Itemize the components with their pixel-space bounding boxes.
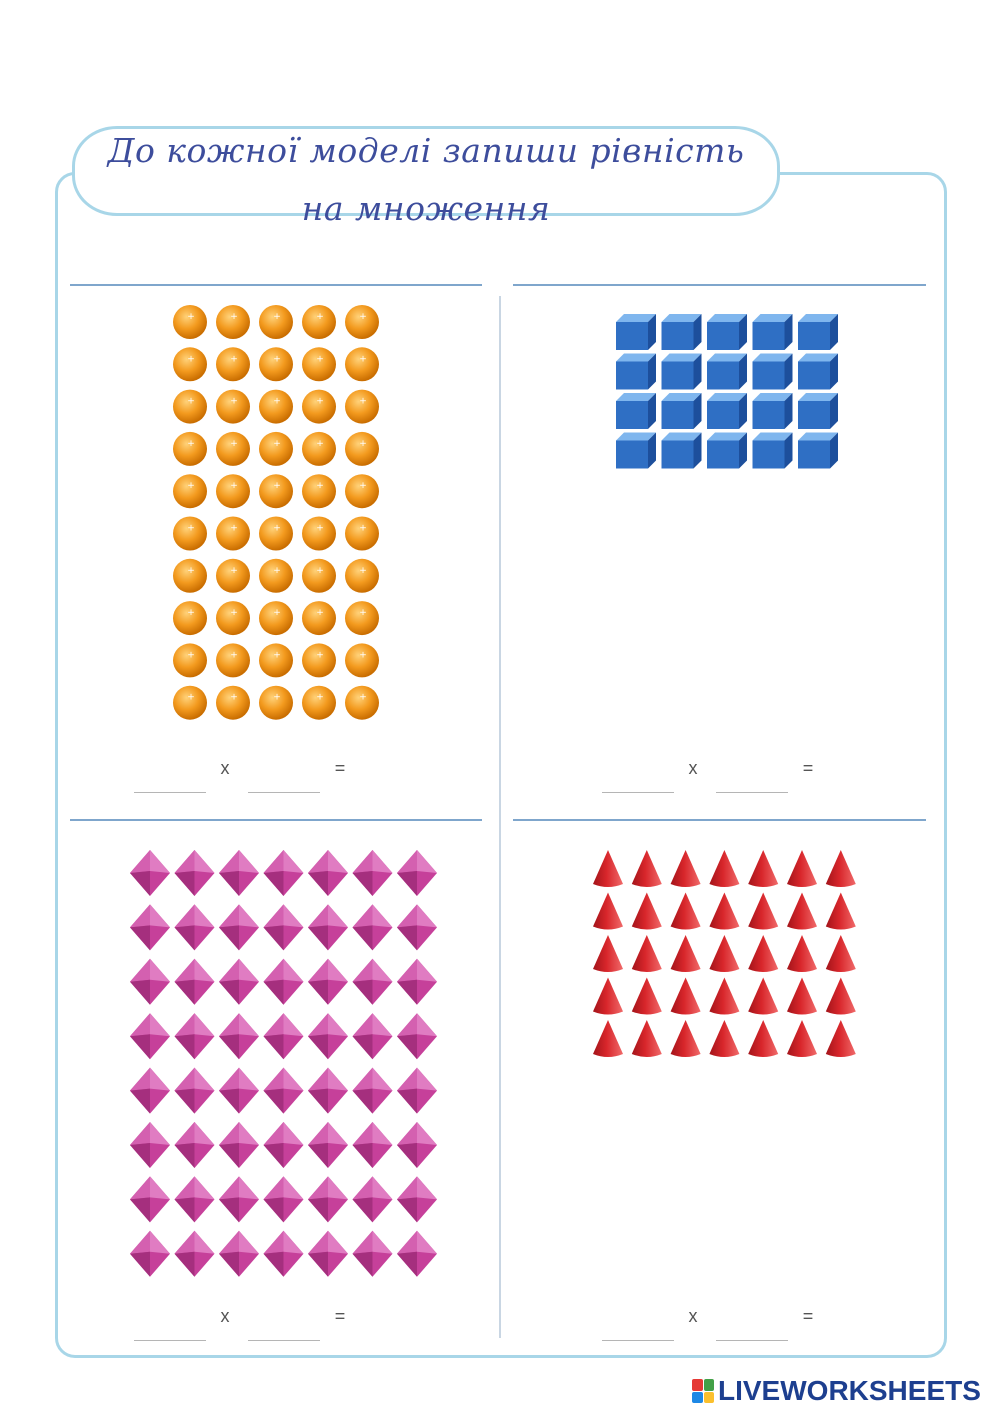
diamond-item (264, 850, 304, 896)
cone-item (593, 1020, 623, 1057)
factor-1-input[interactable] (134, 1316, 206, 1341)
svg-text:+: + (230, 312, 238, 322)
cone-item (748, 935, 778, 972)
times-sign: x (220, 758, 230, 778)
sphere-item (302, 559, 336, 593)
svg-text:+: + (359, 523, 367, 534)
diamond-item (175, 1068, 215, 1114)
cone-item (593, 978, 623, 1015)
cone-item (593, 893, 623, 930)
svg-text:+: + (359, 354, 367, 365)
sphere-item (302, 305, 336, 339)
diamond-item (219, 850, 259, 896)
cone-item (787, 850, 817, 887)
cone-model (588, 846, 864, 1066)
svg-text:+: + (187, 565, 195, 576)
cone-item (632, 978, 662, 1015)
sphere-item (259, 390, 293, 424)
cone-item (593, 850, 623, 887)
sphere-item (173, 432, 207, 466)
diamond-item (264, 1122, 304, 1168)
cone-item (709, 935, 739, 972)
cone-item (709, 1020, 739, 1057)
cone-item (632, 850, 662, 887)
svg-text:+: + (316, 396, 324, 407)
cone-item (826, 893, 856, 930)
cone-item (748, 893, 778, 930)
equals-sign: = (334, 1306, 346, 1326)
cone-item (826, 935, 856, 972)
cone-item (671, 935, 701, 972)
sphere-item (216, 305, 250, 339)
cone-item (671, 1020, 701, 1057)
cube-item (753, 354, 793, 390)
cube-item (753, 433, 793, 469)
svg-text:+: + (316, 354, 324, 365)
diamond-item (264, 904, 304, 950)
svg-text:+: + (273, 523, 281, 534)
svg-text:+: + (230, 438, 238, 449)
cone-item (787, 978, 817, 1015)
svg-text:+: + (273, 481, 281, 492)
diamond-item (397, 1122, 437, 1168)
svg-text:+: + (230, 565, 238, 576)
svg-text:+: + (316, 565, 324, 576)
cone-item (787, 893, 817, 930)
diamond-item (175, 904, 215, 950)
cube-item (707, 314, 747, 350)
svg-text:+: + (273, 396, 281, 407)
diamond-item (308, 959, 348, 1005)
sphere-item (259, 601, 293, 635)
cone-item (671, 893, 701, 930)
diamond-item (219, 904, 259, 950)
diamond-item (397, 1068, 437, 1114)
sphere-item (173, 517, 207, 551)
divider-vertical (499, 296, 501, 1338)
divider-middle-right (513, 819, 926, 821)
svg-text:+: + (316, 650, 324, 661)
sphere-item (173, 347, 207, 381)
diamond-item (264, 1231, 304, 1277)
cube-item (707, 354, 747, 390)
svg-text:+: + (273, 608, 281, 619)
svg-text:+: + (359, 650, 367, 661)
cube-item (662, 314, 702, 350)
cone-item (593, 935, 623, 972)
cone-item (826, 850, 856, 887)
diamond-item (308, 1122, 348, 1168)
divider-top-left (70, 284, 482, 286)
svg-text:+: + (316, 692, 324, 703)
diamond-item (175, 1176, 215, 1222)
svg-text:+: + (359, 608, 367, 619)
diamond-item (219, 1068, 259, 1114)
svg-text:+: + (359, 438, 367, 449)
diamond-item (308, 1013, 348, 1059)
diamond-item (219, 1013, 259, 1059)
diamond-item (130, 904, 170, 950)
diamond-item (397, 959, 437, 1005)
diamond-item (219, 1176, 259, 1222)
svg-text:+: + (187, 481, 195, 492)
sphere-item (216, 474, 250, 508)
svg-text:+: + (273, 438, 281, 449)
cone-item (748, 978, 778, 1015)
cone-item (709, 893, 739, 930)
sphere-item (259, 432, 293, 466)
svg-text:+: + (359, 481, 367, 492)
factor-2-input[interactable] (716, 768, 788, 793)
sphere-item (259, 305, 293, 339)
sphere-item (173, 474, 207, 508)
cube-model (614, 312, 844, 472)
cone-item (826, 1020, 856, 1057)
liveworksheets-logo (692, 1374, 981, 1408)
svg-text:+: + (187, 692, 195, 703)
sphere-item (173, 601, 207, 635)
svg-text:+: + (273, 312, 281, 322)
diamond-item (397, 850, 437, 896)
sphere-model (170, 302, 386, 728)
svg-text:+: + (187, 438, 195, 449)
svg-text:+: + (273, 354, 281, 365)
cube-item (798, 354, 838, 390)
cube-item (753, 314, 793, 350)
logo-badge-icon (692, 1379, 714, 1403)
times-sign: x (220, 1306, 230, 1326)
sphere-item (345, 686, 379, 720)
diamond-item (219, 1122, 259, 1168)
sphere-item (173, 643, 207, 677)
cube-item (753, 393, 793, 429)
diamond-item (219, 959, 259, 1005)
diamond-item (264, 959, 304, 1005)
diamond-item (130, 1122, 170, 1168)
sphere-item (345, 474, 379, 508)
svg-text:+: + (187, 396, 195, 407)
sphere-item (259, 517, 293, 551)
svg-text:+: + (359, 692, 367, 703)
cone-item (748, 1020, 778, 1057)
cone-item (709, 978, 739, 1015)
svg-text:+: + (359, 565, 367, 576)
sphere-item (345, 517, 379, 551)
factor-1-input[interactable] (602, 768, 674, 793)
svg-text:+: + (187, 608, 195, 619)
sphere-item (345, 390, 379, 424)
diamond-item (175, 1122, 215, 1168)
svg-text:+: + (230, 692, 238, 703)
diamond-item (353, 959, 393, 1005)
cube-item (707, 393, 747, 429)
svg-text:+: + (187, 354, 195, 365)
svg-text:+: + (316, 608, 324, 619)
diamond-item (264, 1013, 304, 1059)
diamond-item (130, 1013, 170, 1059)
title-line-2: на множення (301, 189, 551, 228)
svg-text:+: + (187, 650, 195, 661)
sphere-item (259, 474, 293, 508)
cube-item (616, 433, 656, 469)
diamond-item (397, 1231, 437, 1277)
svg-text:+: + (273, 692, 281, 703)
svg-text:+: + (316, 312, 324, 322)
sphere-item (173, 559, 207, 593)
sphere-item (302, 347, 336, 381)
diamond-item (130, 959, 170, 1005)
cube-item (616, 314, 656, 350)
sphere-item (216, 559, 250, 593)
title-line-1: До кожної моделі запиши рівність (107, 131, 745, 170)
cone-item (787, 1020, 817, 1057)
svg-text:+: + (316, 481, 324, 492)
diamond-item (130, 1176, 170, 1222)
sphere-item (345, 559, 379, 593)
svg-text:+: + (273, 650, 281, 661)
diamond-model (126, 846, 442, 1282)
cone-item (632, 893, 662, 930)
cone-item (709, 850, 739, 887)
sphere-item (173, 686, 207, 720)
diamond-item (308, 904, 348, 950)
cone-item (632, 935, 662, 972)
sphere-item (216, 643, 250, 677)
svg-text:+: + (230, 523, 238, 534)
cone-item (671, 978, 701, 1015)
diamond-item (353, 1176, 393, 1222)
cube-item (662, 393, 702, 429)
svg-text:+: + (316, 438, 324, 449)
diamond-item (175, 959, 215, 1005)
cube-item (616, 393, 656, 429)
factor-1-input[interactable] (602, 1316, 674, 1341)
svg-text:+: + (273, 565, 281, 576)
equals-sign: = (802, 758, 814, 778)
cube-item (662, 354, 702, 390)
sphere-item (216, 686, 250, 720)
sphere-item (302, 686, 336, 720)
diamond-item (353, 1068, 393, 1114)
svg-text:+: + (230, 481, 238, 492)
svg-text:+: + (316, 523, 324, 534)
cube-item (798, 314, 838, 350)
diamond-item (264, 1068, 304, 1114)
sphere-item (216, 601, 250, 635)
factor-1-input[interactable] (134, 768, 206, 793)
cone-item (826, 978, 856, 1015)
sphere-item (345, 347, 379, 381)
sphere-item (302, 432, 336, 466)
factor-2-input[interactable] (248, 1316, 320, 1341)
equals-sign: = (334, 758, 346, 778)
cube-item (798, 393, 838, 429)
sphere-item (345, 432, 379, 466)
sphere-item (173, 305, 207, 339)
title-banner (72, 126, 780, 228)
sphere-item (259, 686, 293, 720)
sphere-item (259, 559, 293, 593)
diamond-item (308, 1231, 348, 1277)
diamond-item (264, 1176, 304, 1222)
sphere-item (173, 390, 207, 424)
svg-text:+: + (187, 312, 195, 322)
svg-text:+: + (230, 396, 238, 407)
sphere-item (216, 390, 250, 424)
diamond-item (353, 850, 393, 896)
diamond-item (175, 1013, 215, 1059)
sphere-item (302, 643, 336, 677)
equals-sign: = (802, 1306, 814, 1326)
diamond-item (397, 1013, 437, 1059)
sphere-item (302, 601, 336, 635)
cube-item (662, 433, 702, 469)
times-sign: x (688, 758, 698, 778)
svg-text:+: + (359, 396, 367, 407)
diamond-item (308, 850, 348, 896)
diamond-item (130, 850, 170, 896)
svg-text:+: + (230, 354, 238, 365)
diamond-item (353, 904, 393, 950)
diamond-item (353, 1122, 393, 1168)
cube-item (707, 433, 747, 469)
diamond-item (308, 1176, 348, 1222)
cone-item (787, 935, 817, 972)
sphere-item (259, 347, 293, 381)
factor-2-input[interactable] (248, 768, 320, 793)
divider-middle-left (70, 819, 482, 821)
diamond-item (219, 1231, 259, 1277)
diamond-item (175, 1231, 215, 1277)
diamond-item (397, 1176, 437, 1222)
diamond-item (175, 850, 215, 896)
sphere-item (302, 474, 336, 508)
cone-item (632, 1020, 662, 1057)
sphere-item (259, 643, 293, 677)
logo-text: LIVEWORKSHEETS (718, 1375, 981, 1406)
cone-item (748, 850, 778, 887)
sphere-item (216, 347, 250, 381)
diamond-item (308, 1068, 348, 1114)
diamond-item (130, 1231, 170, 1277)
times-sign: x (688, 1306, 698, 1326)
factor-2-input[interactable] (716, 1316, 788, 1341)
cube-item (798, 433, 838, 469)
cone-item (671, 850, 701, 887)
diamond-item (353, 1231, 393, 1277)
sphere-item (216, 517, 250, 551)
divider-top-right (513, 284, 926, 286)
sphere-item (302, 390, 336, 424)
sphere-item (302, 517, 336, 551)
svg-text:+: + (230, 608, 238, 619)
sphere-item (216, 432, 250, 466)
svg-text:+: + (187, 523, 195, 534)
diamond-item (397, 904, 437, 950)
cube-item (616, 354, 656, 390)
svg-text:+: + (359, 312, 367, 322)
svg-text:+: + (230, 650, 238, 661)
sphere-item (345, 305, 379, 339)
diamond-item (353, 1013, 393, 1059)
sphere-item (345, 643, 379, 677)
sphere-item (345, 601, 379, 635)
diamond-item (130, 1068, 170, 1114)
